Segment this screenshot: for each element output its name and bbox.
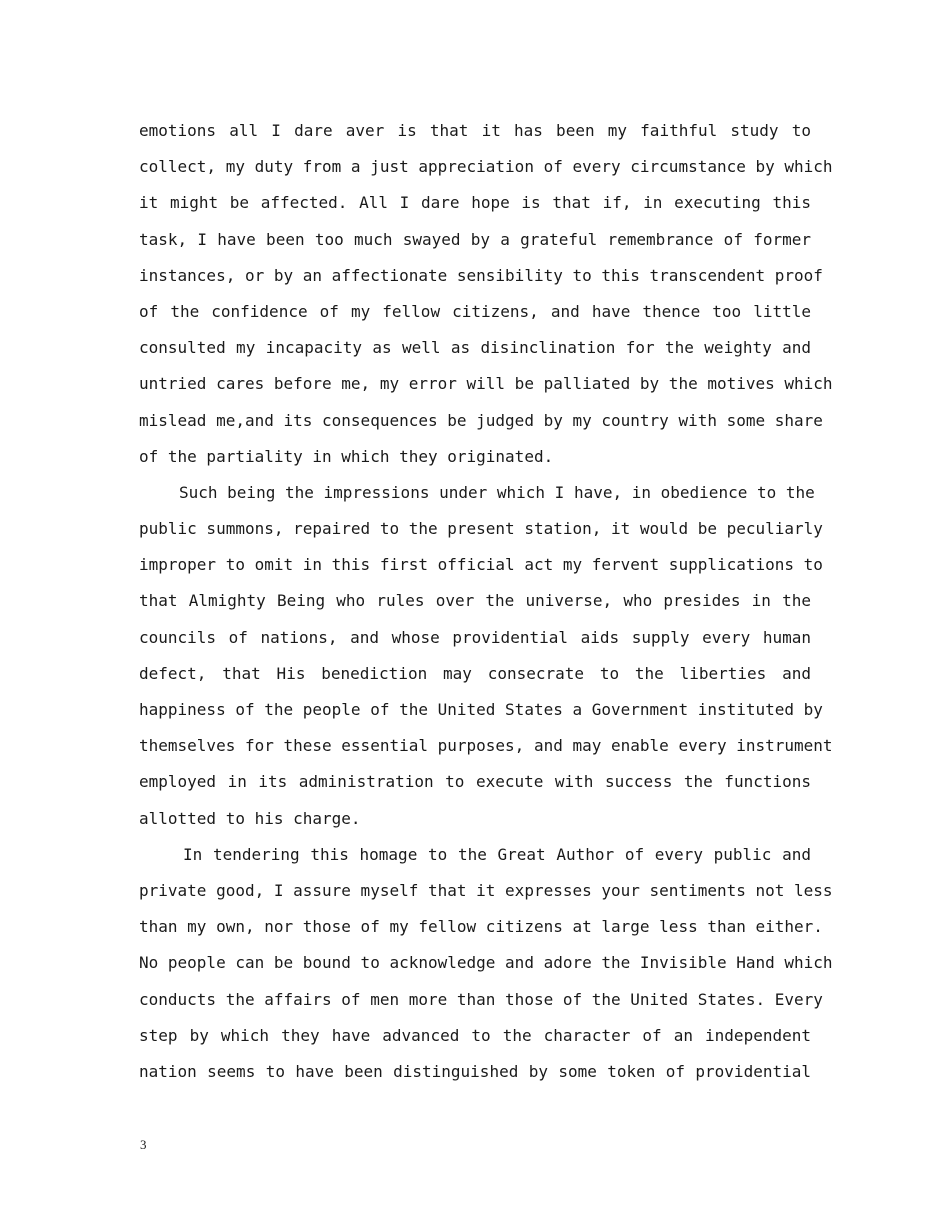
text-line: of the confidence of my fellow citizens, and have thence too little xyxy=(139,301,811,321)
text-line: that Almighty Being who rules over the universe, who presides in the xyxy=(139,591,811,611)
text-line: allotted to his charge. xyxy=(139,808,361,828)
text-line: it might be affected. All I dare hope is that if, in executing this xyxy=(139,193,811,213)
text-line: councils of nations, and whose providential aids supply every human xyxy=(139,627,811,647)
text-line: task, I have been too much swayed by a grateful remembrance of former xyxy=(139,229,811,249)
text-line: nation seems to have been distinguished by some token of providential xyxy=(139,1061,811,1081)
text-line: emotions all I dare aver is that it has been my faithful study to xyxy=(139,121,811,140)
text-line: of the partiality in which they originated. xyxy=(139,446,554,466)
text-line: collect, my duty from a just appreciation of every circumstance by which xyxy=(139,157,833,177)
text-line: untried cares before me, my error will be palliated by the motives which xyxy=(139,374,833,394)
page-number: 3 xyxy=(140,1137,147,1152)
text-line: instances, or by an affectionate sensibility to this transcendent proof xyxy=(139,265,823,285)
text-line: No people can be bound to acknowledge and adore the Invisible Hand which xyxy=(139,953,833,973)
text-line: than my own, nor those of my fellow citizens at large less than either. xyxy=(139,917,823,937)
text-line: themselves for these essential purposes, and may enable every instrument xyxy=(139,736,833,756)
text-line: conducts the affairs of men more than those of the United States. Every xyxy=(139,989,823,1009)
text-line: consulted my incapacity as well as disinclination for the weighty and xyxy=(139,338,811,358)
paragraph-2 xyxy=(139,475,833,837)
text-line: mislead me,and its consequences be judged by my country with some share xyxy=(139,410,823,430)
body-text xyxy=(139,113,833,1090)
text-line: In tendering this homage to the Great Author of every public and xyxy=(183,844,811,864)
text-line: defect, that His benediction may consecrate to the liberties and xyxy=(139,663,811,683)
text-line: Such being the impressions under which I have, in obedience to the xyxy=(179,482,815,502)
paragraph-3 xyxy=(139,837,833,1090)
text-line: employed in its administration to execute with success the functions xyxy=(139,772,811,792)
text-line: happiness of the people of the United States a Government instituted by xyxy=(139,700,823,719)
text-line: public summons, repaired to the present station, it would be peculiarly xyxy=(139,519,823,539)
text-line: private good, I assure myself that it expresses your sentiments not less xyxy=(139,880,833,900)
text-line: improper to omit in this first official act my fervent supplications to xyxy=(139,555,823,575)
text-line: step by which they have advanced to the character of an independent xyxy=(139,1025,811,1045)
paragraph-1 xyxy=(139,113,833,475)
